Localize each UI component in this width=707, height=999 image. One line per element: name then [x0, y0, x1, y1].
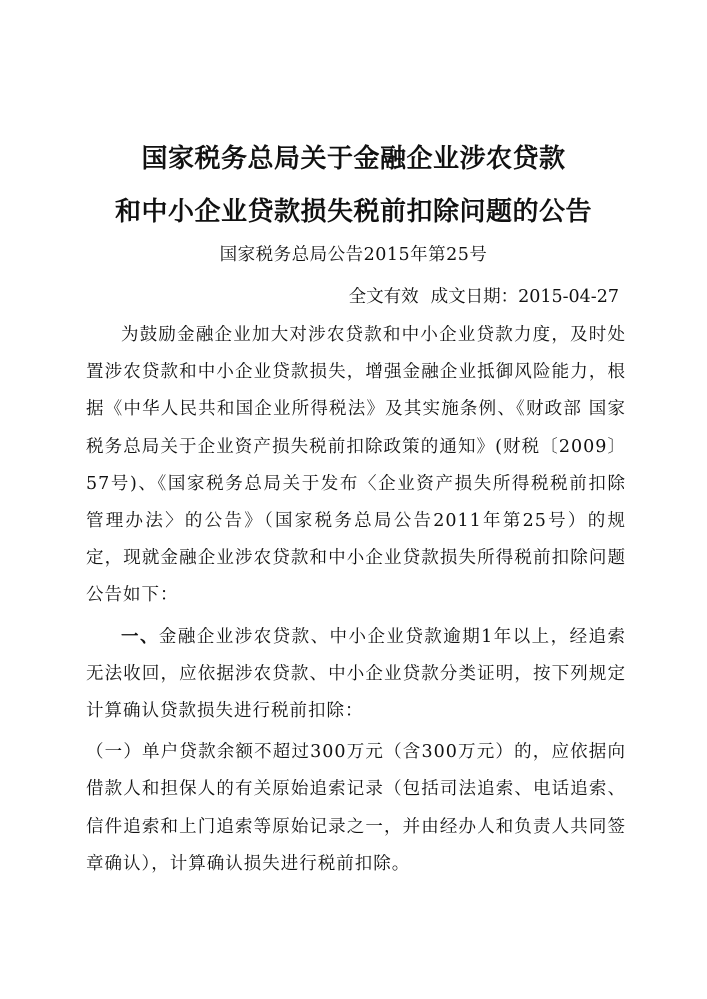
- section-1-paragraph: [86, 619, 626, 731]
- document-title-line-2: 和中小企业贷款损失税前扣除问题的公告: [114, 197, 592, 227]
- section-1-text: 金融企业涉农贷款、中小企业贷款逾期1年以上，经追索无法收回，应依据涉农贷款、中小企业贷款分类证明，按下列规定计算确认贷款损失进行税前扣除：: [86, 626, 627, 722]
- intro-paragraph: 为鼓励金融企业加大对涉农贷款和中小企业贷款力度，及时处置涉农贷款和中小企业贷款损失，增强金融企业抵御风险能力，根据《中华人民共和国企业所得税法》及其实施条例、《财政部 国家税务总局关于企业资产损失税前扣除政策的通知》(财税〔2009〕57号)、《国家税务总局关于发布〈企业资产损失所得税税前扣除管理办法〉的公告》（国家税务总局公告2011年第25号）的规定，现就金融企业涉农贷款和中小企业贷款损失所得税前扣除问题公告如下：: [86, 325, 626, 606]
- document-body: [86, 317, 626, 883]
- document-title-line-1: 国家税务总局关于金融企业涉农贷款: [141, 144, 566, 174]
- item-1-paragraph: （一）单户贷款余额不超过300万元（含300万元）的，应依据向借款人和担保人的有关原始追索记录（包括司法追索、电话追索、信件追索和上门追索等原始记录之一，并由经办人和负责人共同签章确认），计算确认损失进行税前扣除。: [86, 742, 626, 874]
- section-1-marker: 一、: [121, 626, 159, 647]
- validity-status: 全文有效: [348, 287, 419, 307]
- document-meta: [349, 283, 619, 308]
- date-value: 2015-04-27: [518, 287, 619, 307]
- document-number: 国家税务总局公告2015年第25号: [219, 245, 488, 265]
- date-label: 成文日期：: [430, 287, 519, 307]
